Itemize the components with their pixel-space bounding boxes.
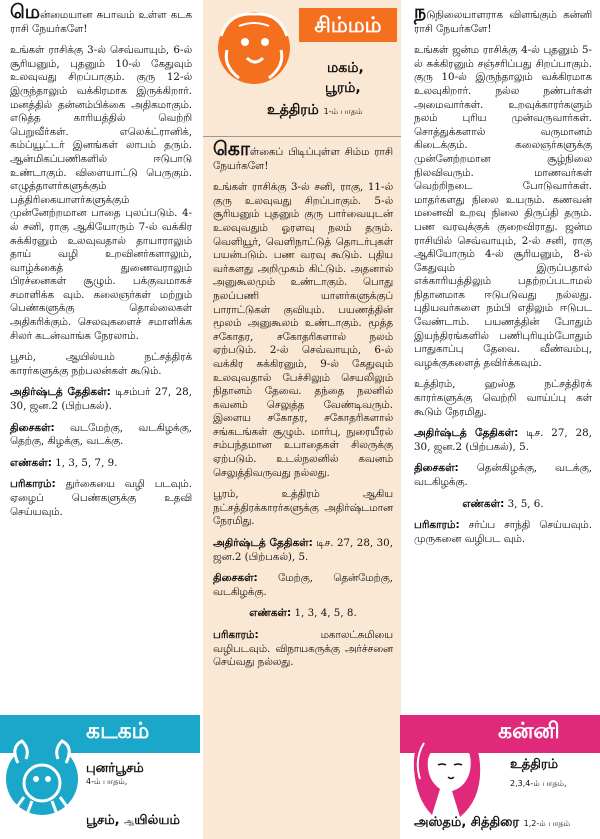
simmam-star-3: உத்திரம் 1-ம் பாதம்	[267, 102, 363, 118]
kanni-column	[402, 0, 600, 839]
kanni-directions: திசைகள்: தென்கிழக்கு, வடக்கு, வடகிழக்கு.	[414, 462, 592, 488]
kanni-lucky-dates: அதிர்ஷ்டத் தேதிகள்: டிச. 27, 28, 30, ஜன.2 (பிற்பகல்), 5.	[414, 427, 592, 453]
kanni-numbers: எண்கள்: 3, 5, 6.	[462, 497, 544, 510]
kadagam-numbers: எண்கள்: 1, 3, 5, 7, 9.	[10, 456, 118, 469]
simmam-header	[203, 0, 401, 137]
simmam-intro: கொள்கைப் பிடிப்புள்ள சிம்ம ராசி நேயர்களே!	[213, 138, 393, 172]
kanni-star-1: உத்திரம்	[510, 757, 559, 772]
kadagam-sign-box	[0, 715, 200, 839]
kanni-title: கன்னி	[498, 719, 560, 744]
kanni-paragraph-2: உத்திரம், ஹஸ்த நட்சத்திரக் காரர்களுக்கு வெற்றி வாய்ப்பு கள் கூடும் நேரமிது.	[414, 378, 592, 418]
kadagam-remedy: பரிகாரம்: துர்கையை வழி படவும். ஏழைப் பெண்களுக்கு உதவி செய்யவும்.	[10, 478, 192, 518]
simmam-lucky-dates: அதிர்ஷ்டத் தேதிகள்: டிச. 27, 28, 30, ஜன.2 (பிற்பகல்), 5.	[213, 537, 393, 563]
simmam-numbers: எண்கள்: 1, 3, 4, 5, 8.	[249, 607, 357, 620]
crab-icon	[4, 723, 82, 831]
simmam-paragraph-2: பூரம், உத்திரம் ஆகிய நட்சத்திரக்காரர்களுக்கு அதிர்ஷ்டமான நேரமிது.	[213, 488, 393, 528]
drop-letter: ந	[414, 1, 427, 23]
simmam-star-1: மகம்,	[327, 60, 364, 76]
kanni-star-2: அஸ்தம், சித்திரை 1,2-ம் பாதம்	[414, 815, 571, 830]
simmam-star-2: பூரம்,	[325, 80, 361, 96]
kadagam-star-1: புனர்பூசம் 4-ம் பாதம்,	[86, 761, 144, 786]
drop-letter: கொ	[213, 138, 250, 160]
simmam-directions: திசைகள்: மேற்கு, தென்மேற்கு, வடகிழக்கு.	[213, 572, 393, 598]
kadagam-star-2: பூசம், ஆயில்யம்	[86, 813, 180, 828]
kanni-remedy: பரிகாரம்: சர்ப்ப சாந்தி செய்யவும். முருகனை வழிபட வும்.	[414, 519, 592, 545]
maiden-icon	[404, 719, 486, 823]
lion-icon	[209, 6, 299, 88]
kanni-intro: நடுநிலையாளராக விளங்கும் கன்னி ராசி நேயர்களே!	[414, 1, 592, 35]
simmam-paragraph-1: உங்கள் ராசிக்கு 3-ல் சனி, ராகு, 11-ல் குரு உலவுவது சிறப்பாகும். 5-ல் சூரியனும் புதனும் குரு பார்வையுடன் உலவுவதும் ஓரளவு நலம் தரும். வெளியூர், வெளிநாட்டுத் தொடர்புகள் பயன்படும். பண வரவு கூடும். புதிய வர்களது அறிமுகம் கிட்டும். அதனால் அனுகூலமும் உண்டாகும். பொது நலப்பணி யாளர்களுக்குப் பாராட்டுகள் குவியும். பயணத்தின் மூலம் அனுகூலம் உண்டாகும். மூத்த சகோதர, சகோதரிகளால் நலம் ஏற்படும். 2-ல் செவ்வாயும், 6-ல் வக்கிர சுக்கிரனும், 9-ல் கேதுவும் உலவுவதால் பேச்சிலும் செயலிலும் நிதானம் தேவை. தந்தை நலனில் கவனம் செலுத்த வேண்டிவரும். இளைய சகோதர, சகோதரிகளால் சங்கடங்கள் சூழும். மார்பு, நுரையீரல் சம்பந்தமான உபாதைகள் சிலருக்கு ஏற்படும். உடல்நலனில் கவனம் செலுத்திவருவது நல்லது.	[213, 181, 393, 479]
kadagam-paragraph-2: பூசம், ஆயில்யம் நட்சத்திரக் காரர்களுக்கு நற்பலன்கள் கூடும்.	[10, 351, 192, 377]
simmam-remedy: பரிகாரம்: மகாலட்சுமியை வழிபடவும். விநாயகருக்கு அர்ச்சனை செய்வது நல்லது.	[213, 629, 393, 669]
kadagam-title: கடகம்	[86, 719, 150, 744]
kadagam-intro: மென்மையான சுபாவம் உள்ள கடக ராசி நேயர்களே!	[10, 1, 192, 35]
kadagam-column	[0, 0, 200, 839]
kanni-paragraph-1: உங்கள் ஜன்ம ராசிக்கு 4-ல் புதனும் 5-ல் சுக்கிரனும் சஞ்சரிப்பது சிறப்பாகும். குரு 10-ல் இருந்தாலும் வக்கிரமாக உலவுகிறார். நல்ல நண்பர்கள் அமைவார்கள். உறவுக்காரர்களும் நலம் புரிய முன்வருவார்கள். சொத்துக்களால் வருமானம் கிடைக்கும். கலைஞர்களுக்கு முன்னேற்றமான சூழ்நிலை நிலவிவரும். மாணவர்கள் வெற்றிநடை போடுவார்கள். மாதர்களது நிலை உயரும். கணவன் மனைவி உறவு நிலை திருப்தி தரும். பண வரவுக்குக் குறைவிராது. ஜன்ம ராசியில் செவ்வாயும், 2-ல் சனி, ராகு ஆகியோரும் 4-ல் சூரியனும், 8-ல் கேதுவும் இருப்பதால் எக்காரியத்திலும் பதற்றப்படாமல் நிதானமாக ஈடுபடுவது நல்லது. புதியவர்களை நம்பி எதிலும் ஈடுபட வேண்டாம். பயணத்தின் போதும் இயந்திரங்களில் பணிபுரியும்போதும் பாதுகாப்பு தேவை. வீண்வம்பு, வழக்குகளைத் தவிர்க்கவும்.	[414, 44, 592, 369]
drop-letter: மெ	[10, 1, 41, 23]
kanni-star-1-note: 2,3,4-ம் பாதம்,	[510, 779, 567, 788]
kadagam-paragraph-1: உங்கள் ராசிக்கு 3-ல் செவ்வாயும், 6-ல் சூரியனும், புதனும் 10-ல் கேதுவும் உலவுவது சிறப்பாகும். குரு 12-ல் இருந்தாலும் வக்கிரமாக இருக்கிறார். மனத்தில் தன்னம்பிக்கை அதிகமாகும். எடுத்த காரியத்தில் வெற்றி பெறுவீர்கள். எலெக்ட்ரானிக், கம்ப்யூட்டர் இனங்கள் லாபம் தரும். ஆன்மிகப்பணிகளில் ஈடுபாடு உண்டாகும். விளையாட்டு பெருகும். எழுத்தாளர்களுக்கும் பத்திரிகையாளர்களுக்கும் முன்னேற்றமான பாதை புலப்படும். 4-ல் சனி, ராகு ஆகியோரும் 7-ல் வக்கிர சுக்கிரனும் உலவுவதால் தாயாராலும் தாய் வழி உறவினர்களாலும், வாழ்க்கைத் துணைவராலும் பிரச்னைகள் சூழும். பக்குவமாகச் சமாளிக்க வும். கலைஞர்கள் மற்றும் பெண்களுக்கு தொல்லைகள் அதிகரிக்கும். செலவுகளைச் சமாளிக்க சிலர் கடன்வாங்க நேரலாம்.	[10, 44, 192, 342]
simmam-title: சிம்மம்	[299, 8, 397, 42]
kadagam-lucky-dates: அதிர்ஷ்டத் தேதிகள்: டிசம்பர் 27, 28, 30, ஜன.2 (பிற்பகல்).	[10, 386, 192, 413]
simmam-column	[203, 0, 401, 839]
kanni-sign-box	[400, 715, 600, 839]
kadagam-directions: திசைகள்: வடமேற்கு, வடகிழக்கு, தெற்கு, கிழக்கு, வடக்கு.	[10, 421, 192, 448]
